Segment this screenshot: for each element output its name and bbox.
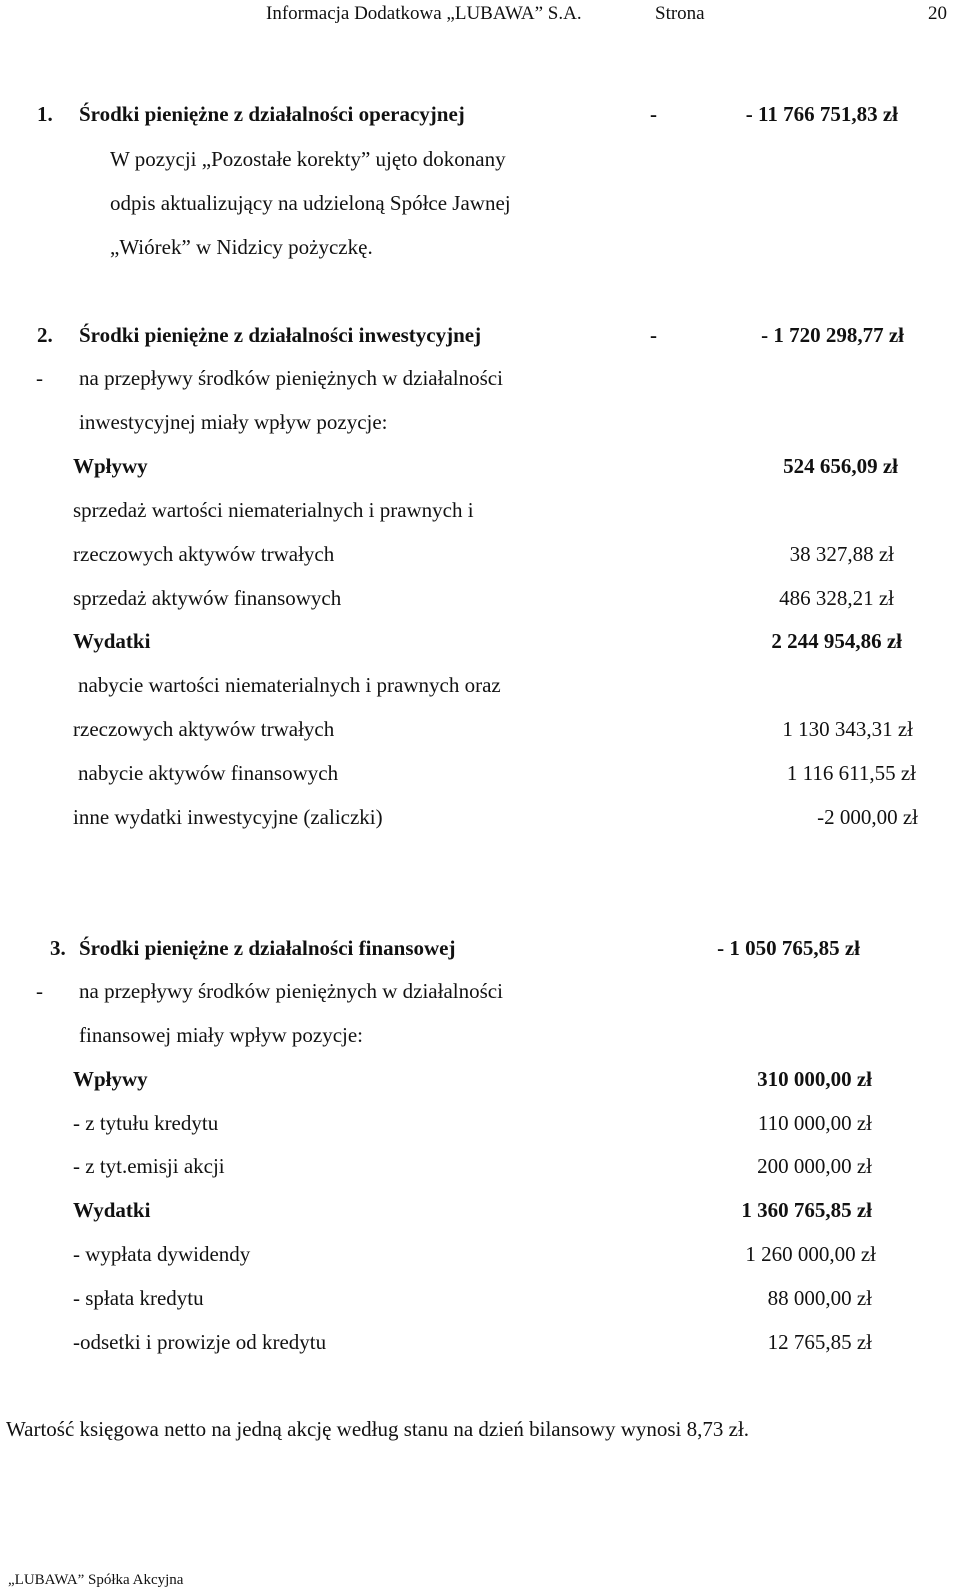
- header-page-label: Strona: [655, 3, 705, 24]
- section3-outflow-label: - wypłata dywidendy: [73, 1242, 251, 1266]
- section2-outflow-line: rzeczowych aktywów trwałych: [73, 717, 335, 741]
- header-page-number: 20: [928, 3, 947, 24]
- section1-number: 1.: [37, 102, 53, 126]
- section3-outflow-value: 1 260 000,00 zł: [745, 1242, 876, 1266]
- section2-outflow-value: -2 000,00 zł: [817, 805, 918, 829]
- section2-inflow-line: sprzedaż wartości niematerialnych i prawnych i: [73, 498, 474, 522]
- section3-inflows-total: 310 000,00 zł: [757, 1067, 872, 1091]
- section2-outflow-line: inne wydatki inwestycyjne (zaliczki): [73, 805, 383, 829]
- section2-intro-line: inwestycyjnej miały wpływ pozycje:: [79, 410, 388, 434]
- section1-note-line: W pozycji „Pozostałe korekty” ujęto dokonany: [110, 147, 506, 171]
- section2-inflow-value: 38 327,88 zł: [789, 542, 894, 566]
- section3-outflows-total: 1 360 765,85 zł: [741, 1198, 872, 1222]
- section2-outflow-line: nabycie aktywów finansowych: [78, 761, 339, 785]
- section3-intro-dash: -: [36, 979, 43, 1003]
- section3-inflows-label: Wpływy: [73, 1067, 148, 1091]
- section2-outflow-value: 1 116 611,55 zł: [786, 761, 916, 785]
- section2-amount: - 1 720 298,77 zł: [761, 323, 904, 347]
- section3-intro-line: finansowej miały wpływ pozycje:: [79, 1023, 364, 1047]
- section2-outflows-total: 2 244 954,86 zł: [771, 629, 902, 653]
- section3-number: 3.: [50, 936, 66, 960]
- section2-dash: -: [650, 323, 657, 347]
- section3-inflow-value: 110 000,00 zł: [757, 1111, 872, 1135]
- section3-inflow-label: - z tyt.emisji akcji: [73, 1154, 225, 1178]
- section1-dash: -: [650, 102, 657, 126]
- section2-number: 2.: [37, 323, 53, 347]
- section3-amount: - 1 050 765,85 zł: [717, 936, 860, 960]
- section3-title: Środki pieniężne z działalności finansowej: [79, 936, 456, 960]
- section2-outflow-value: 1 130 343,31 zł: [782, 717, 913, 741]
- section2-title: Środki pieniężne z działalności inwestycyjnej: [79, 323, 482, 347]
- section3-inflow-label: - z tytułu kredytu: [73, 1111, 219, 1135]
- section1-note-line: „Wiórek” w Nidzicy pożyczkę.: [110, 235, 373, 259]
- footer-company: „LUBAWA” Spółka Akcyjna: [8, 1572, 184, 1588]
- section2-inflows-total: 524 656,09 zł: [783, 454, 898, 478]
- section2-inflow-line: rzeczowych aktywów trwałych: [73, 542, 335, 566]
- section2-inflow-value: 486 328,21 zł: [779, 586, 894, 610]
- section3-outflow-label: -odsetki i prowizje od kredytu: [73, 1330, 327, 1354]
- section3-inflow-value: 200 000,00 zł: [757, 1154, 872, 1178]
- section3-outflows-label: Wydatki: [73, 1198, 151, 1222]
- section2-inflows-label: Wpływy: [73, 454, 148, 478]
- header-title: Informacja Dodatkowa „LUBAWA” S.A.: [266, 3, 582, 24]
- book-value-note: Wartość księgowa netto na jedną akcję według stanu na dzień bilansowy wynosi 8,73 zł.: [6, 1417, 750, 1441]
- section2-inflow-line: sprzedaż aktywów finansowych: [73, 586, 342, 610]
- section3-intro-line: na przepływy środków pieniężnych w działalności: [79, 979, 503, 1003]
- section1-amount: - 11 766 751,83 zł: [745, 102, 898, 126]
- section1-title: Środki pieniężne z działalności operacyjnej: [79, 102, 465, 126]
- section2-intro-line: na przepływy środków pieniężnych w działalności: [79, 366, 503, 390]
- section1-note-line: odpis aktualizujący na udzieloną Spółce Jawnej: [110, 191, 511, 215]
- section2-intro-dash: -: [36, 366, 43, 390]
- section3-outflow-value: 12 765,85 zł: [767, 1330, 872, 1354]
- section2-outflow-line: nabycie wartości niematerialnych i prawnych oraz: [78, 673, 501, 697]
- section3-outflow-value: 88 000,00 zł: [767, 1286, 872, 1310]
- section3-outflow-label: - spłata kredytu: [73, 1286, 204, 1310]
- section2-outflows-label: Wydatki: [73, 629, 151, 653]
